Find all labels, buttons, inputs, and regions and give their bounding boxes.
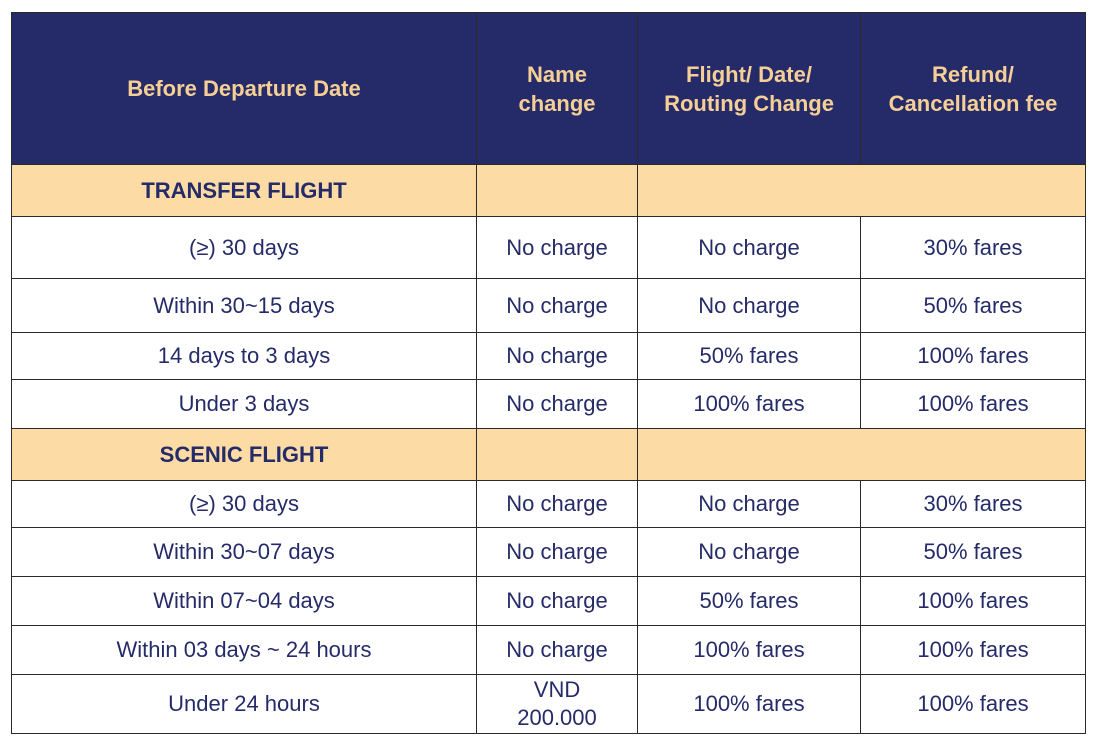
name-change-cell: No charge (477, 279, 638, 333)
refund-cell: 30% fares (861, 481, 1086, 528)
period-cell: Within 30~07 days (12, 528, 477, 577)
flight-change-cell: 100% fares (638, 675, 861, 734)
section-cell (638, 429, 1086, 481)
header-flight-change: Flight/ Date/ Routing Change (638, 13, 861, 165)
flight-change-cell: No charge (638, 217, 861, 279)
name-change-cell: No charge (477, 481, 638, 528)
period-cell: Within 30~15 days (12, 279, 477, 333)
refund-cell: 50% fares (861, 279, 1086, 333)
section-title-transfer: TRANSFER FLIGHT (12, 165, 477, 217)
table-row (12, 279, 1086, 333)
table-row (12, 577, 1086, 626)
name-change-cell: VND 200.000 (477, 675, 638, 734)
period-cell: 14 days to 3 days (12, 333, 477, 380)
refund-cell: 100% fares (861, 626, 1086, 675)
period-cell: Within 03 days ~ 24 hours (12, 626, 477, 675)
refund-cell: 100% fares (861, 380, 1086, 429)
name-change-cell: No charge (477, 626, 638, 675)
change-fee-table (11, 12, 1086, 734)
refund-cell: 30% fares (861, 217, 1086, 279)
period-cell: Under 3 days (12, 380, 477, 429)
table-row (12, 380, 1086, 429)
flight-change-cell: 50% fares (638, 333, 861, 380)
header-before-departure: Before Departure Date (12, 13, 477, 165)
name-change-cell: No charge (477, 217, 638, 279)
refund-cell: 100% fares (861, 675, 1086, 734)
table-row (12, 333, 1086, 380)
table-row (12, 217, 1086, 279)
name-change-cell: No charge (477, 380, 638, 429)
header-name-change: Name change (477, 13, 638, 165)
flight-change-cell: No charge (638, 528, 861, 577)
table-row (12, 675, 1086, 734)
period-cell: Within 07~04 days (12, 577, 477, 626)
header-row (12, 13, 1086, 165)
table-row (12, 481, 1086, 528)
refund-cell: 50% fares (861, 528, 1086, 577)
section-row-transfer (12, 165, 1086, 217)
section-row-scenic (12, 429, 1086, 481)
flight-change-cell: No charge (638, 279, 861, 333)
table-row (12, 626, 1086, 675)
flight-change-cell: 100% fares (638, 626, 861, 675)
name-change-cell: No charge (477, 333, 638, 380)
section-cell (477, 429, 638, 481)
header-refund: Refund/ Cancellation fee (861, 13, 1086, 165)
name-change-cell: No charge (477, 528, 638, 577)
period-cell: (≥) 30 days (12, 217, 477, 279)
period-cell: Under 24 hours (12, 675, 477, 734)
table-row (12, 528, 1086, 577)
section-cell (638, 165, 1086, 217)
refund-cell: 100% fares (861, 333, 1086, 380)
section-cell (477, 165, 638, 217)
refund-cell: 100% fares (861, 577, 1086, 626)
flight-change-cell: 50% fares (638, 577, 861, 626)
flight-change-cell: 100% fares (638, 380, 861, 429)
name-change-cell: No charge (477, 577, 638, 626)
period-cell: (≥) 30 days (12, 481, 477, 528)
flight-change-cell: No charge (638, 481, 861, 528)
section-title-scenic: SCENIC FLIGHT (12, 429, 477, 481)
